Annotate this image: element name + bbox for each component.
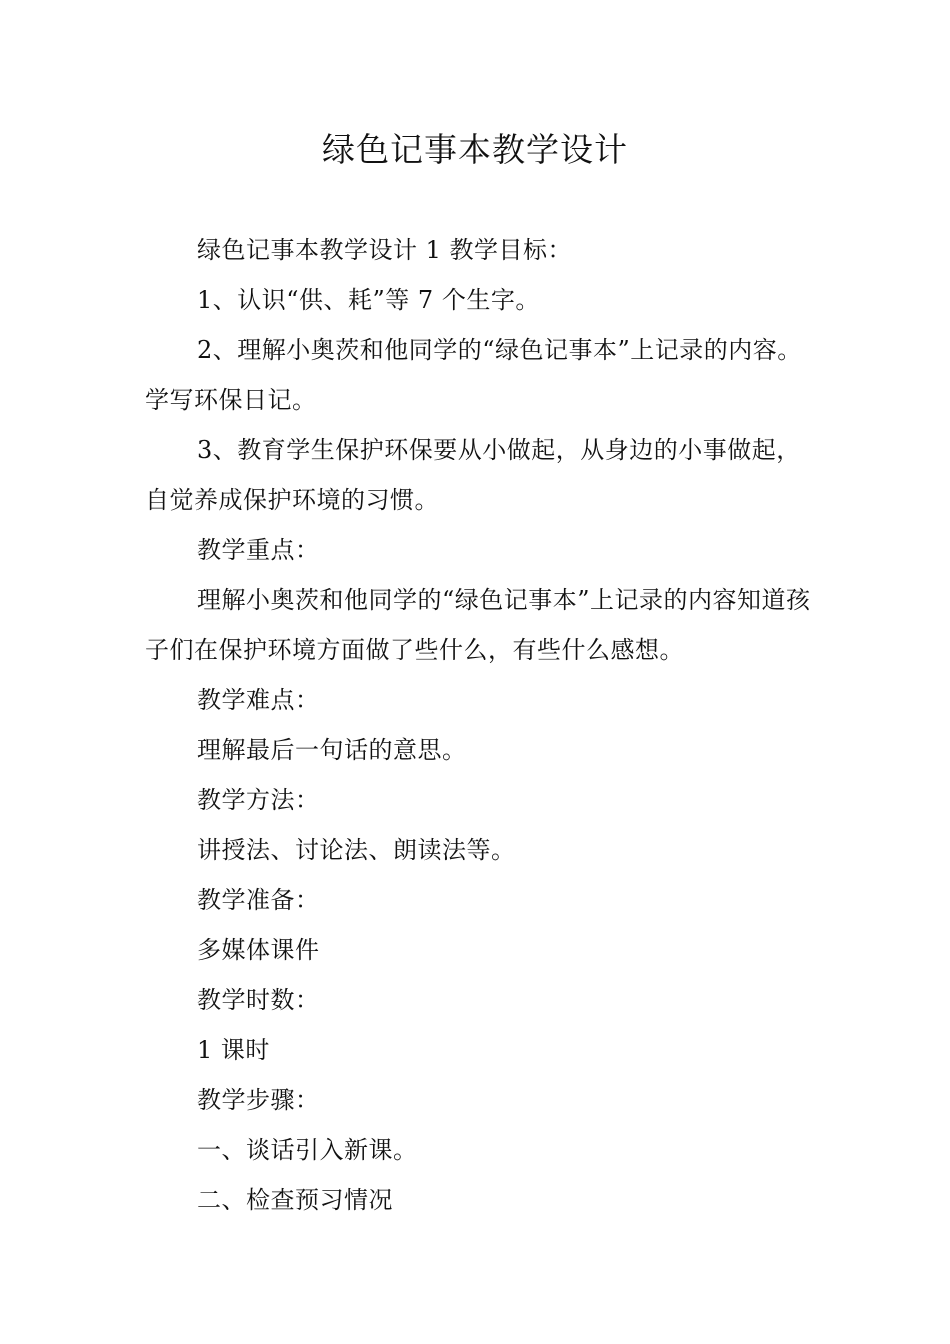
paragraph-preparation-heading: 教学准备： [197, 886, 320, 914]
paragraph-objective-2: 2、理解小奥茨和他同学的“绿色记事本”上记录的内容。学写环保日记。 [145, 336, 802, 414]
paragraph-difficulty-heading: 教学难点： [197, 686, 320, 714]
paragraph-methods: 讲授法、讨论法、朗读法等。 [197, 836, 516, 864]
paragraph-key-points: 理解小奥茨和他同学的“绿色记事本”上记录的内容知道孩子们在保护环境方面做了些什么，有些什么感想。 [145, 586, 811, 664]
paragraph-methods-heading: 教学方法： [197, 786, 320, 814]
paragraph-key-points-heading: 教学重点： [197, 536, 320, 564]
document-body [145, 225, 825, 1225]
paragraph-step-1: 一、谈话引入新课。 [197, 1136, 418, 1164]
document-title: 绿色记事本教学设计 [322, 130, 628, 169]
paragraph-steps-heading: 教学步骤： [197, 1086, 320, 1114]
paragraph-preparation: 多媒体课件 [197, 936, 320, 964]
paragraph-objectives-heading: 绿色记事本教学设计 1 教学目标： [197, 236, 573, 264]
paragraph-difficulty: 理解最后一句话的意思。 [197, 736, 467, 764]
paragraph-objective-3: 3、教育学生保护环保要从小做起，从身边的小事做起，自觉养成保护环境的习惯。 [145, 436, 801, 514]
paragraph-step-2: 二、检查预习情况 [197, 1186, 393, 1214]
paragraph-hours-heading: 教学时数： [197, 986, 320, 1014]
paragraph-hours: 1 课时 [197, 1036, 270, 1064]
paragraph-objective-1: 1、认识“供、耗”等 7 个生字。 [197, 286, 540, 314]
